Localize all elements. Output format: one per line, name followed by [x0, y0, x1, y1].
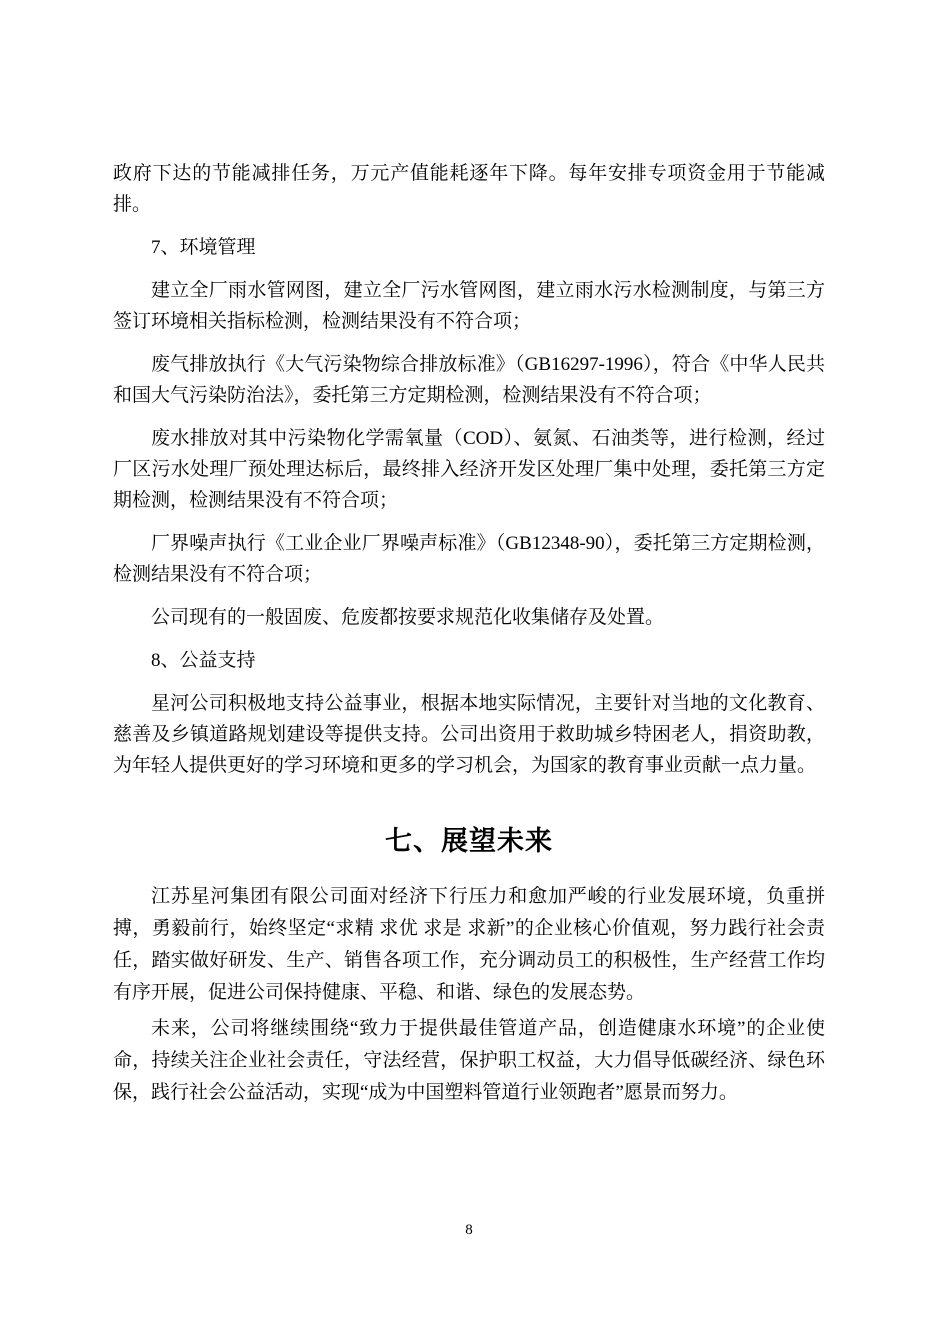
page-footer — [113, 1220, 825, 1240]
subsection-heading-environment: 7、环境管理 — [151, 237, 256, 258]
chapter-paragraph: 未来，公司将继续围绕“致力于提供最佳管道产品，创造健康水环境”的企业使命，持续关注企业社会责任，守法经营，保护职工权益，大力倡导低碳经济、绿色环保，践行社会公益活动，实现“成为中国塑料管道行业领跑者”愿景而努力。 — [113, 1018, 825, 1103]
subsection-heading-public-welfare: 8、公益支持 — [151, 650, 256, 671]
page-content — [113, 158, 825, 1113]
subsection-paragraph: 厂界噪声执行《工业企业厂界噪声标准》（GB12348-90），委托第三方定期检测，检测结果没有不符合项； — [113, 533, 825, 585]
carryover-paragraph: 政府下达的节能减排任务，万元产值能耗逐年下降。每年安排专项资金用于节能减排。 — [113, 163, 825, 215]
page-number: 8 — [465, 1222, 473, 1238]
subsection-paragraph: 废气排放执行《大气污染物综合排放标准》（GB16297-1996），符合《中华人民共和国大气污染防治法》，委托第三方定期检测，检测结果没有不符合项； — [113, 354, 825, 406]
subsection-paragraph: 废水排放对其中污染物化学需氧量（COD）、氨氮、石油类等，进行检测，经过厂区污水处理厂预处理达标后，最终排入经济开发区处理厂集中处理，委托第三方定期检测，检测结果没有不符合项； — [113, 428, 825, 511]
subsection-paragraph: 星河公司积极地支持公益事业，根据本地实际情况，主要针对当地的文化教育、慈善及乡镇道路规划建设等提供支持。公司出资用于救助城乡特困老人，捐资助教，为年轻人提供更好的学习环境和更多的学习机会，为国家的教育事业贡献一点力量。 — [113, 693, 825, 776]
subsection-paragraph: 建立全厂雨水管网图，建立全厂污水管网图，建立雨水污水检测制度，与第三方签订环境相关指标检测，检测结果没有不符合项； — [113, 280, 825, 332]
chapter-heading-outlook: 七、展望未来 — [385, 826, 553, 856]
subsection-paragraph: 公司现有的一般固废、危废都按要求规范化收集储存及处置。 — [151, 607, 665, 628]
chapter-paragraph: 江苏星河集团有限公司面对经济下行压力和愈加严峻的行业发展环境，负重拼搏，勇毅前行，始终坚定“求精 求优 求是 求新”的企业核心价值观，努力践行社会责任，踏实做好研发、生产、销售各项工作，充分调动员工的积极性，生产经营工作均有序开展，促进公司保持健康、平稳、和谐、绿色的发展态势。 — [113, 886, 825, 1003]
